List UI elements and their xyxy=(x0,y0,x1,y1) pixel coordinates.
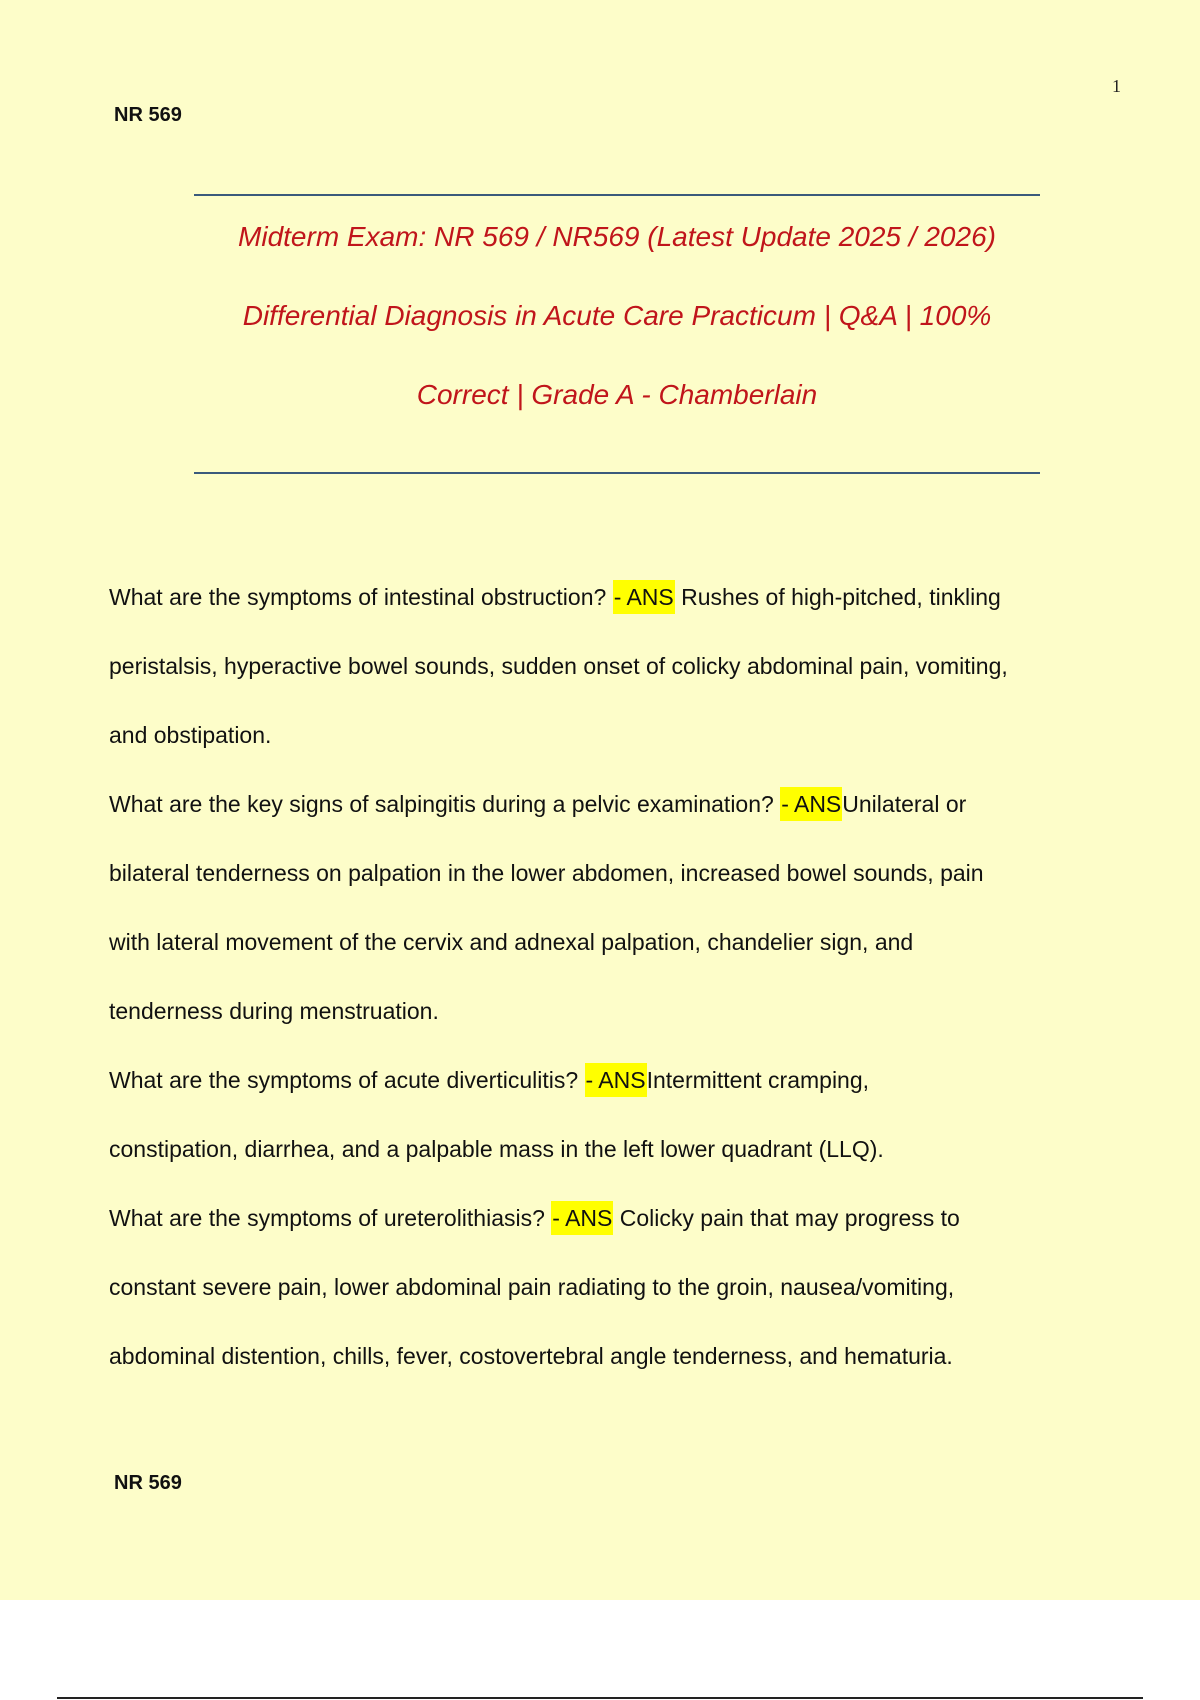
title-bottom-rule xyxy=(194,472,1040,474)
qa-list xyxy=(109,562,1129,1390)
qa-item-2-first-line xyxy=(109,769,1129,838)
answer-continuation: bilateral tenderness on palpation in the lower abdomen, increased bowel sounds, pain xyxy=(109,860,984,886)
qa-item-3-first-line xyxy=(109,1045,1129,1114)
ans-highlight: - ANS xyxy=(551,1201,613,1235)
page-number: 1 xyxy=(1112,76,1121,96)
answer-text: Rushes of high-pitched, tinkling xyxy=(681,584,1001,610)
ans-highlight: - ANS xyxy=(585,1063,647,1097)
answer-text: Colicky pain that may progress to xyxy=(619,1205,960,1231)
answer-continuation: constipation, diarrhea, and a palpable mass in the left lower quadrant (LLQ). xyxy=(109,1136,884,1162)
question-text: What are the symptoms of intestinal obstruction? xyxy=(109,584,613,610)
question-text: What are the key signs of salpingitis during a pelvic examination? xyxy=(109,791,781,817)
qa-item-4-first-line xyxy=(109,1183,1129,1252)
answer-continuation: peristalsis, hyperactive bowel sounds, sudden onset of colicky abdominal pain, vomiting, xyxy=(109,653,1008,679)
title-line: Differential Diagnosis in Acute Care Practicum | Q&A | 100% xyxy=(242,300,992,331)
answer-continuation: tenderness during menstruation. xyxy=(109,998,439,1024)
ans-highlight: - ANS xyxy=(613,580,675,614)
answer-text: Intermittent cramping, xyxy=(646,1067,870,1093)
title-top-rule xyxy=(194,194,1040,196)
question-text: What are the symptoms of ureterolithiasis? xyxy=(109,1205,552,1231)
answer-continuation: and obstipation. xyxy=(109,722,272,748)
ans-highlight: - ANS xyxy=(780,787,842,821)
question-text: What are the symptoms of acute diverticulitis? xyxy=(109,1067,585,1093)
answer-continuation: with lateral movement of the cervix and adnexal palpation, chandelier sign, and xyxy=(109,929,914,955)
answer-continuation: abdominal distention, chills, fever, costovertebral angle tenderness, and hematuria. xyxy=(109,1343,953,1369)
page-footer-label: NR 569 xyxy=(114,1472,182,1494)
title-line: Correct | Grade A - Chamberlain xyxy=(416,379,818,410)
page-header-label: NR 569 xyxy=(114,104,182,126)
qa-item-1-first-line xyxy=(109,562,1129,631)
document-title xyxy=(150,210,1084,447)
answer-text: Unilateral or xyxy=(842,791,967,817)
answer-continuation: constant severe pain, lower abdominal pain radiating to the groin, nausea/vomiting, xyxy=(109,1274,955,1300)
title-line: Midterm Exam: NR 569 / NR569 (Latest Update 2025 / 2026) xyxy=(238,221,996,252)
next-page-rule xyxy=(57,1697,1143,1699)
